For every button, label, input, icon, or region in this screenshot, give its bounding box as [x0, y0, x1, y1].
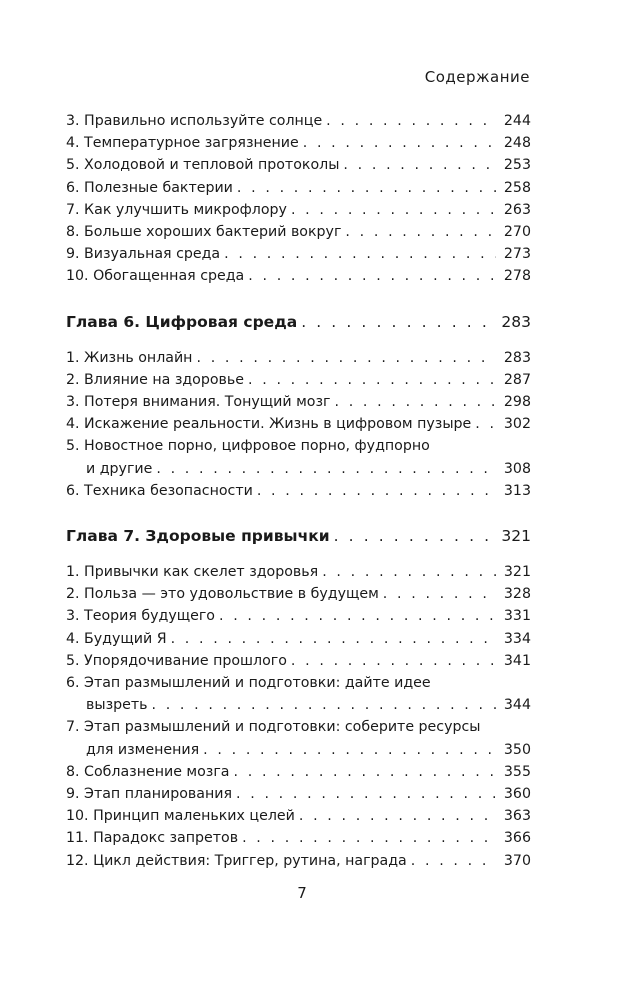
entry-title: 2. Польза — это удовольствие в будущем — [66, 586, 379, 603]
toc-entry-line — [66, 561, 531, 583]
chapter-title: Глава 7. Здоровые привычки — [66, 527, 330, 546]
toc-entry-line — [66, 154, 531, 176]
toc-entry — [66, 369, 531, 391]
spacer — [66, 333, 531, 347]
entry-title: 3. Потеря внимания. Тонущий мозг — [66, 394, 331, 411]
toc-entry — [66, 435, 531, 479]
dot-leader — [345, 221, 495, 243]
entry-page-number: 366 — [503, 830, 531, 847]
toc-entry-line — [66, 827, 531, 849]
toc-entry — [66, 628, 531, 650]
entry-title: 4. Будущий Я — [66, 630, 167, 647]
chapter-title: Глава 6. Цифровая среда — [66, 312, 298, 331]
entry-page-number: 313 — [503, 482, 531, 499]
entry-title: 7. Этап размышлений и подготовки: соберите ресурсы — [66, 719, 481, 736]
dot-leader — [203, 739, 496, 761]
dot-leader — [242, 827, 496, 849]
spacer — [66, 502, 531, 525]
toc-entry — [66, 761, 531, 783]
entry-title: 5. Новостное порно, цифровое порно, фудпорно — [66, 438, 430, 455]
toc-entry — [66, 132, 531, 154]
chapter-page-number: 283 — [501, 312, 531, 331]
entry-page-number: 248 — [503, 135, 531, 152]
toc-entry-line — [66, 132, 531, 154]
entry-title: 8. Соблазнение мозга — [66, 763, 230, 780]
toc-entry — [66, 154, 531, 176]
chapter-heading — [66, 525, 531, 547]
dot-leader — [383, 583, 496, 605]
toc-entry — [66, 391, 531, 413]
dot-leader — [411, 850, 496, 872]
entry-page-number: 370 — [503, 852, 531, 869]
toc-entry — [66, 672, 531, 716]
dot-leader — [234, 761, 496, 783]
entry-page-number: 302 — [503, 416, 531, 433]
dot-leader — [248, 369, 496, 391]
toc-entry-line — [66, 413, 531, 435]
running-header: Содержание — [424, 68, 530, 86]
entry-page-number: 350 — [503, 741, 531, 758]
spacer — [66, 288, 531, 311]
toc-entry-line — [66, 199, 531, 221]
toc-entry-line — [66, 369, 531, 391]
entry-title: 6. Полезные бактерии — [66, 179, 233, 196]
entry-page-number: 341 — [503, 652, 531, 669]
entry-title: 5. Холодовой и тепловой протоколы — [66, 157, 340, 174]
entry-page-number: 244 — [503, 113, 531, 129]
dot-leader — [236, 783, 496, 805]
toc-entry-line — [66, 221, 531, 243]
toc-entry — [66, 265, 531, 287]
toc-entry-line — [66, 177, 531, 199]
toc-entry-line — [66, 347, 531, 369]
toc-entry — [66, 605, 531, 627]
entry-page-number: 258 — [503, 179, 531, 196]
toc-entry — [66, 480, 531, 502]
entry-page-number: 334 — [503, 630, 531, 647]
entry-page-number: 355 — [503, 763, 531, 780]
toc-entry-line — [66, 110, 531, 132]
toc-entry-line — [66, 672, 531, 694]
dot-leader — [219, 605, 496, 627]
dot-leader — [224, 243, 496, 265]
entry-page-number: 287 — [503, 371, 531, 388]
entry-title: 5. Упорядочивание прошлого — [66, 652, 287, 669]
entry-page-number: 298 — [503, 394, 531, 411]
entry-title: 4. Температурное загрязнение — [66, 135, 299, 152]
entry-title: 2. Влияние на здоровье — [66, 371, 244, 388]
dot-leader — [334, 391, 495, 413]
dot-leader — [322, 561, 496, 583]
toc-entry-line — [66, 435, 531, 457]
dot-leader — [248, 265, 496, 287]
entry-page-number: 253 — [503, 157, 531, 174]
toc-entry-line — [66, 628, 531, 650]
dot-leader — [196, 347, 495, 369]
toc-entry — [66, 199, 531, 221]
entry-page-number: 263 — [503, 201, 531, 218]
toc-entry — [66, 805, 531, 827]
table-of-contents — [66, 110, 531, 872]
dot-leader — [156, 458, 496, 480]
toc-entry — [66, 561, 531, 583]
toc-entry-line — [66, 805, 531, 827]
toc-entry — [66, 243, 531, 265]
dot-leader — [334, 525, 494, 547]
entry-title: 1. Привычки как скелет здоровья — [66, 564, 319, 581]
dot-leader — [237, 177, 496, 199]
entry-title: и другие — [86, 460, 153, 477]
toc-entry — [66, 583, 531, 605]
toc-entry-line — [66, 650, 531, 672]
toc-entry-line — [66, 243, 531, 265]
entry-title: для изменения — [86, 741, 200, 758]
entry-page-number: 270 — [503, 224, 531, 241]
toc-entry-line — [66, 583, 531, 605]
toc-entry-line — [66, 761, 531, 783]
toc-entry-line — [66, 480, 531, 502]
entry-page-number: 331 — [503, 608, 531, 625]
entry-title: 10. Принцип маленьких целей — [66, 808, 295, 825]
entry-title: 10. Обогащенная среда — [66, 268, 245, 285]
dot-leader — [291, 199, 496, 221]
entry-page-number: 328 — [503, 586, 531, 603]
toc-entry — [66, 221, 531, 243]
dot-leader — [257, 480, 496, 502]
toc-entry-line — [66, 605, 531, 627]
toc-entry — [66, 783, 531, 805]
dot-leader — [326, 110, 496, 132]
entry-title: 6. Техника безопасности — [66, 482, 253, 499]
page-number: 7 — [297, 884, 307, 902]
dot-leader — [301, 311, 493, 333]
dot-leader — [343, 154, 496, 176]
entry-title: 7. Как улучшить микрофлору — [66, 201, 287, 218]
dot-leader — [299, 805, 496, 827]
toc-entry — [66, 716, 531, 760]
toc-entry-line — [66, 265, 531, 287]
dot-leader — [151, 694, 495, 716]
entry-page-number: 308 — [503, 460, 531, 477]
toc-entry-line — [66, 458, 531, 480]
entry-page-number: 273 — [503, 246, 531, 263]
toc-entry — [66, 177, 531, 199]
toc-entry-line — [66, 694, 531, 716]
toc-entry-line — [66, 739, 531, 761]
entry-page-number: 344 — [503, 697, 531, 714]
entry-page-number: 278 — [503, 268, 531, 285]
toc-entry — [66, 347, 531, 369]
dot-leader — [291, 650, 496, 672]
entry-title: 9. Визуальная среда — [66, 246, 221, 263]
entry-title: 12. Цикл действия: Триггер, рутина, награда — [66, 852, 407, 869]
entry-title: 6. Этап размышлений и подготовки: дайте идее — [66, 675, 431, 692]
toc-entry-line — [66, 783, 531, 805]
chapter-page-number: 321 — [501, 527, 531, 546]
entry-title: 11. Парадокс запретов — [66, 830, 239, 847]
entry-page-number: 283 — [503, 349, 531, 366]
toc-entry-line — [66, 850, 531, 872]
toc-entry — [66, 110, 531, 132]
dot-leader — [475, 413, 496, 435]
toc-entry — [66, 850, 531, 872]
entry-page-number: 363 — [503, 808, 531, 825]
entry-title: 4. Искажение реальности. Жизнь в цифровом пузыре — [66, 416, 472, 433]
toc-entry — [66, 827, 531, 849]
entry-title: 9. Этап планирования — [66, 786, 233, 803]
entry-title: 3. Теория будущего — [66, 608, 215, 625]
dot-leader — [303, 132, 496, 154]
chapter-heading — [66, 311, 531, 333]
toc-entry — [66, 413, 531, 435]
toc-entry-line — [66, 391, 531, 413]
entry-title: 1. Жизнь онлайн — [66, 349, 193, 366]
entry-title: 8. Больше хороших бактерий вокруг — [66, 224, 342, 241]
toc-entry — [66, 650, 531, 672]
entry-page-number: 321 — [503, 564, 531, 581]
spacer — [66, 547, 531, 561]
entry-title: вызреть — [86, 697, 148, 714]
toc-entry-line — [66, 716, 531, 738]
dot-leader — [171, 628, 496, 650]
entry-page-number: 360 — [503, 786, 531, 803]
entry-title: 3. Правильно используйте солнце — [66, 113, 323, 129]
